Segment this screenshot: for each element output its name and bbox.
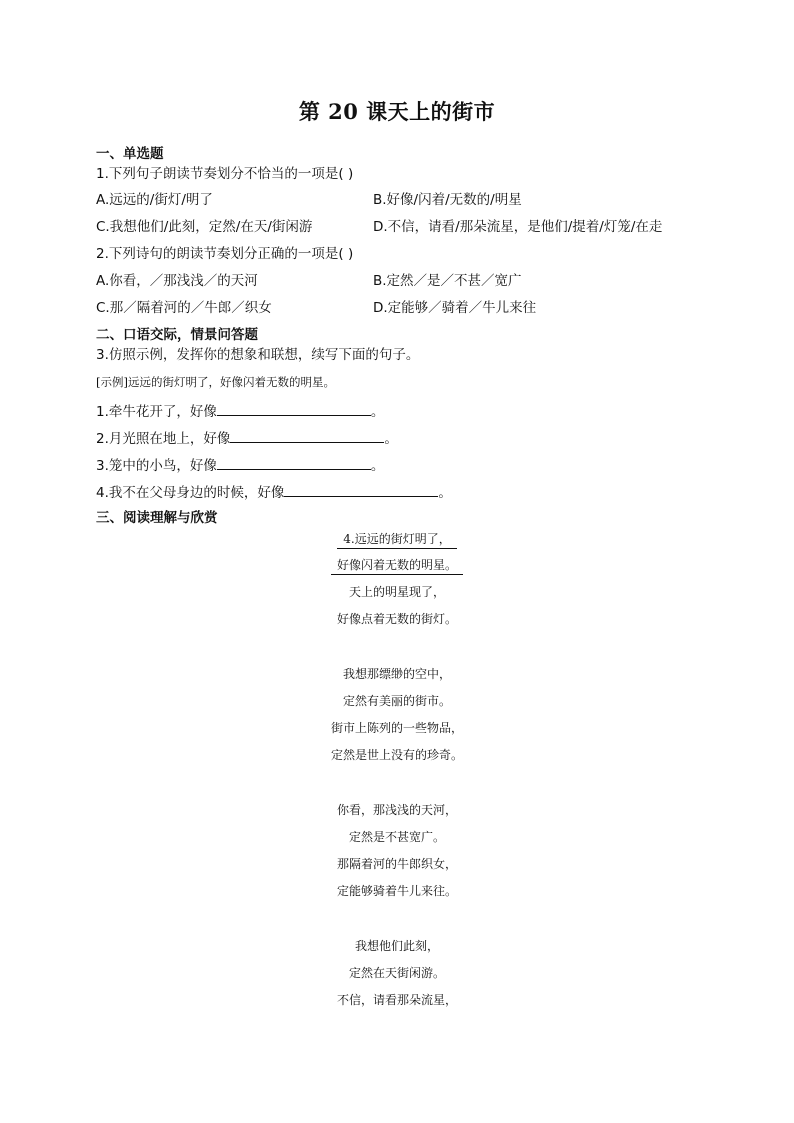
question-3-stem: 3.仿照示例，发挥你的想象和联想，续写下面的句子。 (96, 347, 420, 363)
fill-item-1-prompt: 1.牵牛花开了，好像 (96, 404, 217, 420)
fill-item-2-end: 。 (384, 431, 398, 447)
fill-item-4-end: 。 (438, 485, 452, 501)
poem-line-4: 好像点着无数的街灯。 (336, 612, 457, 626)
section-heading-reading: 三、阅读理解与欣赏 (96, 510, 218, 526)
answer-blank-3[interactable] (217, 455, 371, 470)
poem-line-14: 定然在天街闲游。 (348, 966, 445, 980)
poem-line-6: 定然有美丽的街市。 (342, 694, 451, 708)
poem-line-8: 定然是世上没有的珍奇。 (330, 748, 463, 762)
answer-blank-2[interactable] (230, 428, 384, 443)
poem-line-10: 定然是不甚宽广。 (348, 830, 445, 844)
poem-line-9: 你看，那浅浅的天河， (336, 803, 457, 817)
fill-item-2-prompt: 2.月光照在地上，好像 (96, 431, 231, 447)
poem-line-1: 4.远远的街灯明了， (337, 531, 456, 549)
page-title: 第 20 课天上的街市 (298, 99, 496, 124)
fill-item-4-prompt: 4.我不在父母身边的时候，好像 (96, 485, 285, 501)
q2-option-a: A.你看，／那浅浅／的天河 (96, 273, 258, 289)
fill-item-4 (96, 482, 452, 502)
q2-option-b: B.定然／是／不甚／宽广 (373, 273, 522, 289)
answer-blank-1[interactable] (217, 401, 371, 416)
answer-blank-4[interactable] (284, 482, 438, 497)
example-sentence: [示例]远远的街灯明了，好像闪着无数的明星。 (96, 375, 335, 389)
poem-line-15: 不信，请看那朵流星， (336, 993, 457, 1007)
fill-item-3-end: 。 (370, 458, 385, 474)
q1-option-a: A.远远的/街灯/明了 (96, 192, 213, 208)
poem-line-5: 我想那缥缈的空中， (342, 667, 451, 681)
question-1-stem: 1.下列句子朗读节奏划分不恰当的一项是( ) (96, 166, 354, 182)
section-heading-single-choice: 一、单选题 (96, 146, 164, 162)
fill-item-1-end: 。 (370, 404, 385, 420)
section-heading-oral: 二、口语交际，情景问答题 (96, 327, 258, 343)
q2-option-d: D.定能够／骑着／牛儿来往 (373, 300, 537, 316)
q2-option-c: C.那／隔着河的／牛郎／织女 (96, 300, 272, 316)
q1-option-c: C.我想他们/此刻，定然/在天/街闲游 (96, 219, 313, 235)
poem-line-11: 那隔着河的牛郎织女， (336, 857, 457, 871)
fill-item-1 (96, 401, 384, 421)
q1-option-d: D.不信，请看/那朵流星，是他们/提着/灯笼/在走 (373, 219, 663, 235)
q1-option-b: B.好像/闪着/无数的/明星 (373, 192, 522, 208)
poem-line-3: 天上的明星现了， (348, 585, 445, 599)
poem-line (0, 557, 794, 575)
poem-line-2: 好像闪着无数的明星。 (331, 557, 463, 575)
poem-line-13: 我想他们此刻， (354, 939, 439, 953)
poem-line-7: 街市上陈列的一些物品， (330, 721, 463, 735)
poem-line-12: 定能够骑着牛儿来往。 (336, 884, 457, 898)
question-2-stem: 2.下列诗句的朗读节奏划分正确的一项是( ) (96, 246, 354, 262)
fill-item-3 (96, 455, 384, 475)
poem-line (0, 531, 794, 549)
fill-item-2 (96, 428, 398, 448)
fill-item-3-prompt: 3.笼中的小鸟，好像 (96, 458, 217, 474)
